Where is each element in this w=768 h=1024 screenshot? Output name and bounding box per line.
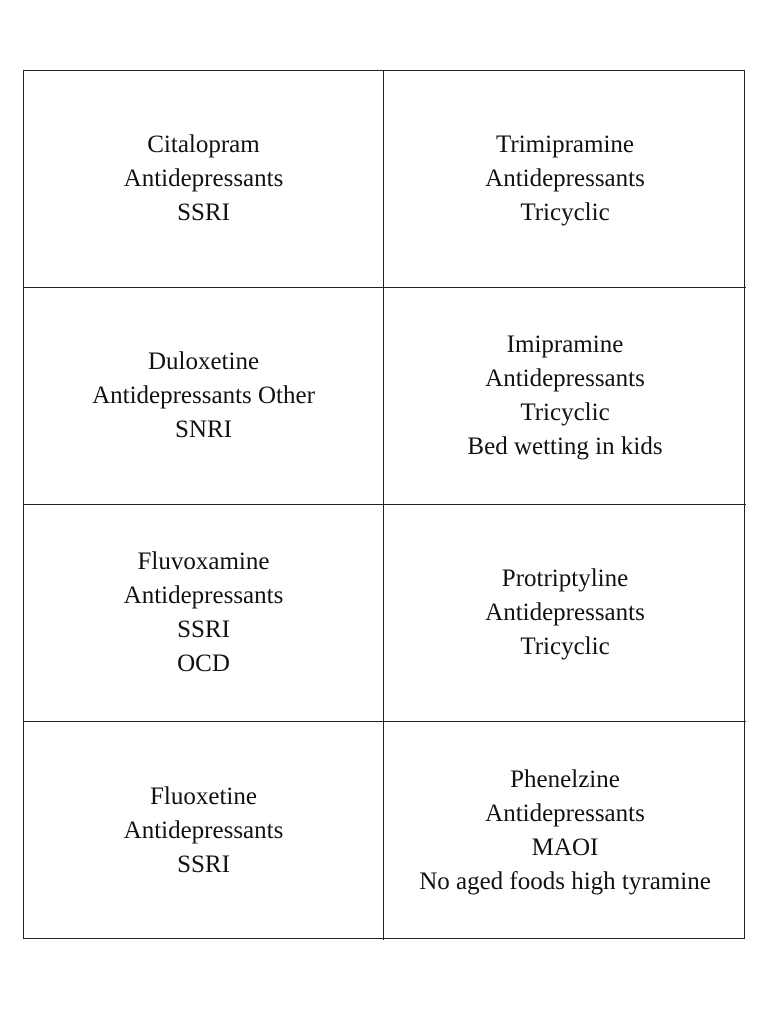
card-drug-name: Trimipramine bbox=[496, 131, 634, 158]
flashcard-citalopram bbox=[24, 71, 384, 288]
card-drug-class: Antidepressants bbox=[485, 599, 645, 626]
flashcard-phenelzine bbox=[384, 722, 746, 940]
card-drug-class: Antidepressants bbox=[123, 582, 284, 609]
card-drug-subclass: MAOI bbox=[531, 834, 599, 861]
card-drug-note: No aged foods high tyramine bbox=[419, 868, 711, 895]
card-drug-subclass: SSRI bbox=[177, 199, 230, 226]
card-drug-name: Imipramine bbox=[506, 331, 624, 358]
card-drug-subclass: SSRI bbox=[177, 616, 230, 643]
card-drug-class: Antidepressants bbox=[485, 800, 645, 827]
card-drug-subclass: Tricyclic bbox=[520, 199, 610, 226]
flashcard-fluoxetine bbox=[24, 722, 384, 940]
card-drug-name: Fluvoxamine bbox=[137, 548, 270, 575]
flashcard-grid bbox=[23, 70, 745, 939]
card-drug-name: Fluoxetine bbox=[150, 783, 257, 810]
flashcard-protriptyline bbox=[384, 505, 746, 722]
flashcard-trimipramine bbox=[384, 71, 746, 288]
card-drug-subclass: SSRI bbox=[177, 851, 230, 878]
card-drug-note: Bed wetting in kids bbox=[467, 433, 663, 460]
card-drug-class: Antidepressants bbox=[123, 165, 284, 192]
card-drug-note: OCD bbox=[177, 650, 230, 677]
card-drug-subclass: Tricyclic bbox=[520, 399, 610, 426]
card-drug-subclass: Tricyclic bbox=[520, 633, 610, 660]
card-drug-class: Antidepressants bbox=[485, 365, 645, 392]
card-drug-class: Antidepressants bbox=[485, 165, 645, 192]
card-drug-name: Protriptyline bbox=[501, 565, 629, 592]
flashcard-imipramine bbox=[384, 288, 746, 505]
flashcard-fluvoxamine bbox=[24, 505, 384, 722]
card-drug-subclass: SNRI bbox=[175, 416, 232, 443]
card-drug-name: Citalopram bbox=[147, 131, 260, 158]
card-drug-class: Antidepressants bbox=[123, 817, 284, 844]
flashcard-duloxetine bbox=[24, 288, 384, 505]
card-drug-name: Duloxetine bbox=[147, 348, 260, 375]
card-drug-name: Phenelzine bbox=[510, 766, 620, 793]
card-drug-class: Antidepressants Other bbox=[92, 382, 315, 409]
